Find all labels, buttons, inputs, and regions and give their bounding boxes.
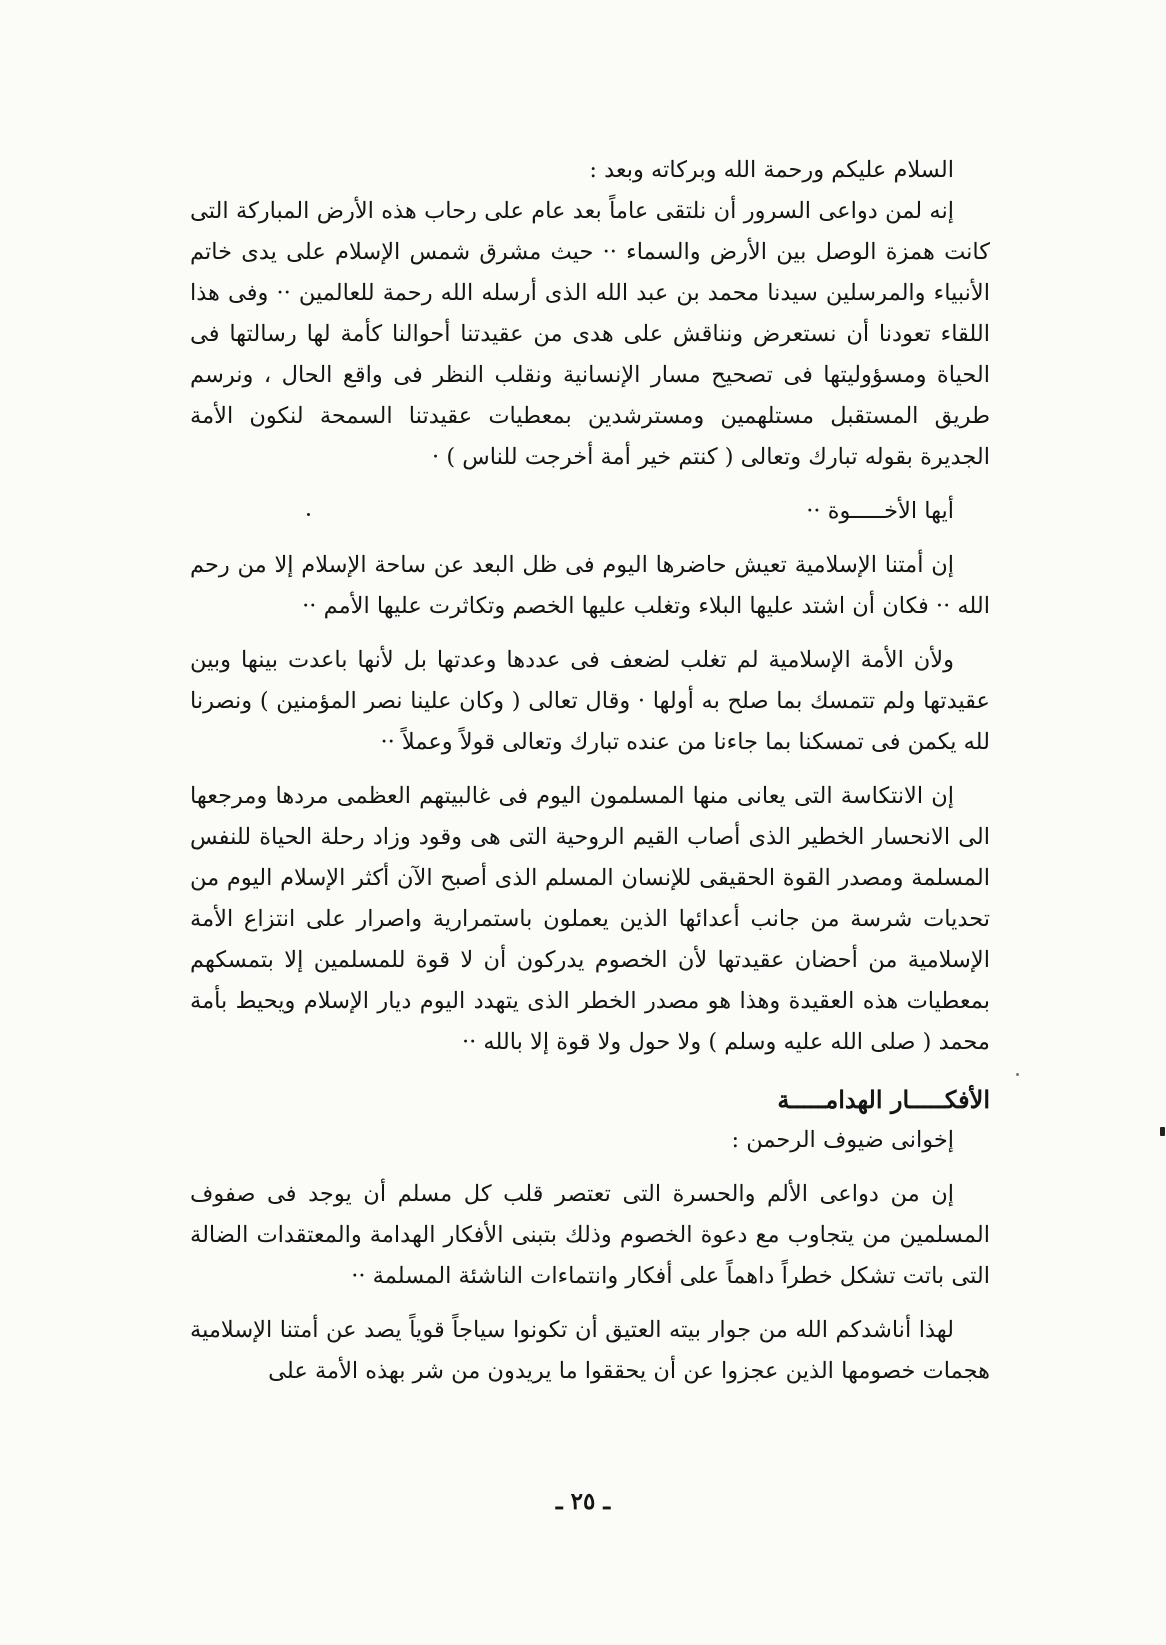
paragraph-destructive-ideas: إن من دواعى الألم والحسرة التى تعتصر قلب كل مسلم أن يوجد فى صفوف المسلمين من يتجاوب مع دعوة الخصوم وذلك بتبنى الأفكار الهدامة والمعتقدات الضالة التى باتت تشكل خطراً داهماً على أفكار وانتماءات الناشئة المسلمة ·· <box>190 1181 990 1289</box>
scan-speck <box>1160 1127 1165 1136</box>
paragraph-current-state: إن أمتنا الإسلامية تعيش حاضرها اليوم فى ظل البعد عن ساحة الإسلام إلا من رحم الله ·· فكان أن اشتد عليها البلاء وتغلب عليها الخصم وتكاثرت عليها الأمم ·· <box>190 552 990 619</box>
address-line: أيها الأخـــــوة ·· <box>806 498 954 524</box>
paragraph-faith: ولأن الأمة الإسلامية لم تغلب لضعف فى عددها وعدتها بل لأنها باعدت بينها وبين عقيدتها ولم تتمسك بما صلح به أولها · وقال تعالى ( وكان علينا نصر المؤمنين ) ونصرنا لله يكمن فى تمسكنا بما جاءنا من عنده تبارك وتعالى قولاً وعملاً ·· <box>190 647 990 755</box>
body-text <box>190 150 990 1392</box>
section-heading: الأفكـــــار الهدامـــــة <box>777 1085 990 1114</box>
scan-speck <box>307 513 310 516</box>
scan-speck <box>1016 1073 1019 1076</box>
intro-paragraph: إنه لمن دواعى السرور أن نلتقى عاماً بعد عام على رحاب هذه الأرض المباركة التى كانت همزة الوصل بين الأرض والسماء ·· حيث مشرق شمس الإسلام على يدى خاتم الأنبياء والمرسلين سيدنا محمد بن عبد الله الذى أرسله الله رحمة للعالمين ·· وفى هذا اللقاء تعودنا أن نستعرض ونناقش على هدى من عقيدتنا أحوالنا كأمة لها رسالتها فى الحياة ومسؤوليتها فى تصحيح مسار الإنسانية ونقلب النظر فى واقع الحال ، ونرسم طريق المستقبل مستلهمين ومسترشدين بمعطيات عقيدتنا السمحة لنكون الأمة الجديرة بقوله تبارك وتعالى ( كنتم خير أمة أخرجت للناس ) · <box>190 198 990 470</box>
page-number: ـ ٢٥ ـ <box>555 1488 611 1515</box>
greeting-paragraph: السلام عليكم ورحمة الله وبركاته وبعد : <box>589 157 954 183</box>
paragraph-setback: إن الانتكاسة التى يعانى منها المسلمون اليوم فى غالبيتهم العظمى مردها ومرجعها الى الانحسار الخطير الذى أصاب القيم الروحية التى هى وقود وزاد رحلة الحياة للنفس المسلمة ومصدر القوة الحقيقى للإنسان المسلم الذى أصبح الآن أكثر الإسلام اليوم من تحديات شرسة من جانب أعدائها الذين يعملون باستمرارية واصرار على انتزاع الأمة الإسلامية من أحضان عقيدتها لأن الخصوم يدركون أن لا قوة للمسلمين إلا بتمسكهم بمعطيات هذه العقيدة وهذا هو مصدر الخطر الذى يتهدد اليوم ديار الإسلام ويحيط بأمة محمد ( صلى الله عليه وسلم ) ولا حول ولا قوة إلا بالله ·· <box>190 783 990 1055</box>
paragraph-appeal: لهذا أناشدكم الله من جوار بيته العتيق أن تكونوا سياجاً قوياً يصد عن أمتنا الإسلامية هجمات خصومها الذين عجزوا عن أن يحققوا ما يريدون من شر بهذه الأمة على <box>190 1317 990 1384</box>
guests-address-line: إخوانى ضيوف الرحمن : <box>731 1127 954 1153</box>
